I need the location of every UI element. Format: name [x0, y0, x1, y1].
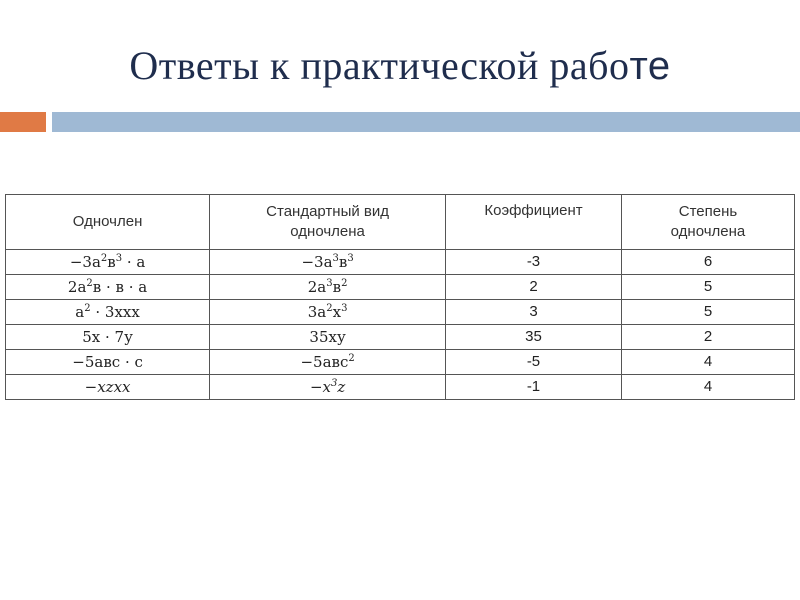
cell-degree: 2: [621, 325, 794, 350]
table-row: [6, 300, 795, 325]
cell-coefficient: -3: [446, 250, 622, 275]
cell-standard-form: $2а^3в^2$: [210, 275, 446, 300]
cell-degree: 4: [621, 350, 794, 375]
header-degree-label: Степень одночлена: [670, 203, 746, 240]
cell-degree: 5: [621, 300, 794, 325]
accent-bar-orange: [0, 112, 46, 132]
cell-degree: 4: [621, 375, 794, 400]
slide-title-main: Ответы к практической рабо: [129, 43, 630, 88]
slide-title: [0, 42, 800, 89]
cell-monomial: $2а^2в \cdot в \cdot а$: [6, 275, 210, 300]
table-row: [6, 250, 795, 275]
cell-monomial: $а^2 \cdot 3ххх$: [6, 300, 210, 325]
header-standard-form: [210, 195, 446, 250]
cell-degree: 6: [621, 250, 794, 275]
cell-monomial: $-3а^2в^3 \cdot а$: [6, 250, 210, 275]
cell-monomial: −xzxx: [6, 375, 210, 400]
header-monomial: Одночлен: [6, 195, 210, 250]
answers-table: [5, 194, 795, 400]
header-degree: [621, 195, 794, 250]
cell-monomial: −5авс · с: [6, 350, 210, 375]
cell-standard-form: 35ху: [210, 325, 446, 350]
table-row: [6, 325, 795, 350]
accent-bar-blue: [52, 112, 800, 132]
cell-monomial: 5х · 7у: [6, 325, 210, 350]
table-header-row: [6, 195, 795, 250]
cell-coefficient: 3: [446, 300, 622, 325]
cell-standard-form: $-x^3z$: [210, 375, 446, 400]
cell-standard-form: $-3а^3в^3$: [210, 250, 446, 275]
cell-standard-form: −5авс$^2$: [210, 350, 446, 375]
cell-coefficient: -1: [446, 375, 622, 400]
header-standard-form-label: Стандартный вид одночлена: [266, 203, 390, 240]
slide-title-tail: те: [629, 44, 671, 88]
header-coefficient: Коэффициент: [446, 195, 622, 250]
table-row: [6, 350, 795, 375]
cell-coefficient: 2: [446, 275, 622, 300]
cell-degree: 5: [621, 275, 794, 300]
table-row: [6, 375, 795, 400]
cell-coefficient: -5: [446, 350, 622, 375]
cell-coefficient: 35: [446, 325, 622, 350]
cell-standard-form: $3а^2х^3$: [210, 300, 446, 325]
table-row: [6, 275, 795, 300]
